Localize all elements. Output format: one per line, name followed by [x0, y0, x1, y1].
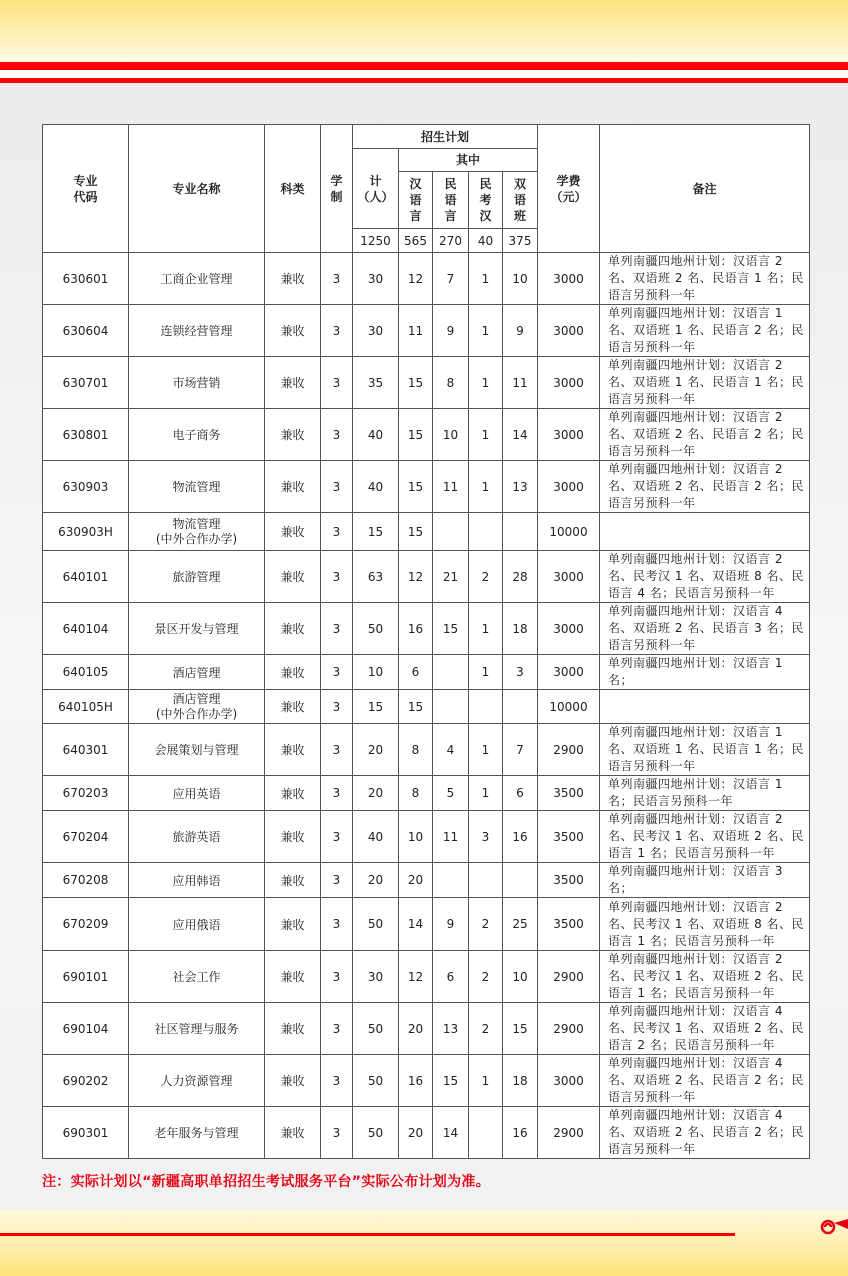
cell-dur: 3 [321, 1003, 353, 1055]
cell-dur: 3 [321, 305, 353, 357]
cell-min: 5 [433, 776, 469, 811]
top-decorative-band [0, 0, 848, 62]
cell-fee: 2900 [538, 724, 600, 776]
cell-name: 连锁经营管理 [129, 305, 265, 357]
top-red-stripe [0, 62, 848, 70]
cell-mkh [469, 863, 503, 898]
cell-note: 单列南疆四地州计划：汉语言 1 名； [600, 655, 810, 690]
cell-han: 16 [399, 1055, 433, 1107]
header-total: 计 （人） [353, 149, 399, 229]
cell-fee: 3000 [538, 357, 600, 409]
cell-mkh: 1 [469, 724, 503, 776]
table-row [43, 951, 810, 1003]
cell-bil: 28 [503, 551, 538, 603]
cell-total: 15 [353, 513, 399, 551]
mkh-sum: 40 [469, 229, 503, 253]
cell-dur: 3 [321, 655, 353, 690]
cell-dur: 3 [321, 724, 353, 776]
cell-cat: 兼收 [265, 690, 321, 724]
cell-note: 单列南疆四地州计划：汉语言 4 名、民考汉 1 名、双语班 2 名、民语言 2 名；民语言另预科一年 [600, 1003, 810, 1055]
cell-name: 会展策划与管理 [129, 724, 265, 776]
cell-code: 640101 [43, 551, 129, 603]
cell-cat: 兼收 [265, 1107, 321, 1159]
cell-bil: 14 [503, 409, 538, 461]
header-mkh: 民 考 汉 [469, 172, 503, 229]
cell-bil: 6 [503, 776, 538, 811]
cell-bil [503, 690, 538, 724]
table-row [43, 655, 810, 690]
cell-mkh: 2 [469, 551, 503, 603]
cell-bil: 10 [503, 253, 538, 305]
cell-han: 6 [399, 655, 433, 690]
cell-code: 630903H [43, 513, 129, 551]
footnote: 注：实际计划以“新疆高职单招招生考试服务平台”实际公布计划为准。 [42, 1174, 491, 1190]
cell-cat: 兼收 [265, 811, 321, 863]
cell-total: 30 [353, 305, 399, 357]
cell-fee: 10000 [538, 690, 600, 724]
cell-code: 630604 [43, 305, 129, 357]
table-row [43, 357, 810, 409]
table-row [43, 776, 810, 811]
cell-note: 单列南疆四地州计划：汉语言 2 名、民考汉 1 名、双语班 8 名、民语言 1 名；民语言另预科一年 [600, 898, 810, 951]
cell-min [433, 863, 469, 898]
cell-note [600, 513, 810, 551]
cell-code: 670209 [43, 898, 129, 951]
header-bil: 双 语 班 [503, 172, 538, 229]
cell-fee: 2900 [538, 1003, 600, 1055]
header-remark: 备注 [600, 125, 810, 253]
cell-min: 15 [433, 1055, 469, 1107]
cell-name: 旅游英语 [129, 811, 265, 863]
cell-bil: 15 [503, 1003, 538, 1055]
cell-bil: 7 [503, 724, 538, 776]
cell-note: 单列南疆四地州计划：汉语言 4 名、双语班 2 名、民语言 2 名；民语言另预科一年 [600, 1055, 810, 1107]
cell-bil: 16 [503, 1107, 538, 1159]
cell-note: 单列南疆四地州计划：汉语言 4 名、双语班 2 名、民语言 2 名；民语言另预科一年 [600, 1107, 810, 1159]
cell-code: 670204 [43, 811, 129, 863]
cell-total: 50 [353, 603, 399, 655]
cell-han: 15 [399, 357, 433, 409]
cell-code: 690104 [43, 1003, 129, 1055]
cell-bil: 13 [503, 461, 538, 513]
cell-total: 20 [353, 863, 399, 898]
cell-min: 8 [433, 357, 469, 409]
cell-total: 50 [353, 1107, 399, 1159]
cell-cat: 兼收 [265, 603, 321, 655]
cell-name: 社会工作 [129, 951, 265, 1003]
cell-note: 单列南疆四地州计划：汉语言 2 名、双语班 2 名、民语言 2 名；民语言另预科一年 [600, 409, 810, 461]
cell-han: 14 [399, 898, 433, 951]
cell-name: 市场营销 [129, 357, 265, 409]
cell-han: 10 [399, 811, 433, 863]
header-fee: 学费 （元） [538, 125, 600, 253]
cell-dur: 3 [321, 551, 353, 603]
cell-han: 8 [399, 776, 433, 811]
cell-mkh: 1 [469, 1055, 503, 1107]
cell-code: 640301 [43, 724, 129, 776]
cell-fee: 3500 [538, 863, 600, 898]
table-row [43, 513, 810, 551]
cell-cat: 兼收 [265, 776, 321, 811]
cell-mkh: 1 [469, 461, 503, 513]
cell-dur: 3 [321, 811, 353, 863]
cell-total: 20 [353, 776, 399, 811]
cell-fee: 3000 [538, 1055, 600, 1107]
cell-mkh: 1 [469, 776, 503, 811]
cell-mkh: 1 [469, 253, 503, 305]
cell-total: 20 [353, 724, 399, 776]
cell-mkh [469, 1107, 503, 1159]
cell-note: 单列南疆四地州计划：汉语言 2 名、双语班 2 名、民语言 2 名；民语言另预科一年 [600, 461, 810, 513]
cell-fee: 3500 [538, 898, 600, 951]
cell-cat: 兼收 [265, 305, 321, 357]
header-code: 专业 代码 [43, 125, 129, 253]
cell-mkh: 3 [469, 811, 503, 863]
cell-bil [503, 863, 538, 898]
cell-han: 8 [399, 724, 433, 776]
cell-min: 6 [433, 951, 469, 1003]
cell-min: 11 [433, 461, 469, 513]
cell-fee: 10000 [538, 513, 600, 551]
cell-min: 15 [433, 603, 469, 655]
cell-fee: 3500 [538, 811, 600, 863]
cell-bil [503, 513, 538, 551]
han-sum: 565 [399, 229, 433, 253]
cell-cat: 兼收 [265, 655, 321, 690]
header-han: 汉 语 言 [399, 172, 433, 229]
cell-total: 50 [353, 898, 399, 951]
cell-han: 20 [399, 1107, 433, 1159]
table-row [43, 898, 810, 951]
cell-total: 30 [353, 253, 399, 305]
cell-name: 社区管理与服务 [129, 1003, 265, 1055]
cell-cat: 兼收 [265, 863, 321, 898]
enrollment-plan-table [42, 124, 810, 1159]
cell-code: 670208 [43, 863, 129, 898]
header-category: 科类 [265, 125, 321, 253]
cell-total: 30 [353, 951, 399, 1003]
cell-note: 单列南疆四地州计划：汉语言 4 名、双语班 2 名、民语言 3 名；民语言另预科一年 [600, 603, 810, 655]
cell-mkh: 1 [469, 357, 503, 409]
cell-fee: 2900 [538, 1107, 600, 1159]
table-row [43, 305, 810, 357]
cell-code: 640105H [43, 690, 129, 724]
cell-note [600, 690, 810, 724]
table-row [43, 603, 810, 655]
cell-bil: 16 [503, 811, 538, 863]
table-row [43, 253, 810, 305]
cell-han: 15 [399, 461, 433, 513]
cell-name: 物流管理 (中外合作办学) [129, 513, 265, 551]
cell-code: 690202 [43, 1055, 129, 1107]
table-row [43, 863, 810, 898]
cell-mkh: 2 [469, 951, 503, 1003]
cell-name: 酒店管理 [129, 655, 265, 690]
cell-min: 10 [433, 409, 469, 461]
cell-fee: 3000 [538, 409, 600, 461]
bottom-decorative-band [0, 1210, 848, 1276]
stripe-gap [0, 70, 848, 78]
cell-min: 4 [433, 724, 469, 776]
cell-cat: 兼收 [265, 551, 321, 603]
cell-fee: 3000 [538, 551, 600, 603]
cell-min: 9 [433, 305, 469, 357]
cell-min: 11 [433, 811, 469, 863]
cell-dur: 3 [321, 357, 353, 409]
header-name: 专业名称 [129, 125, 265, 253]
min-sum: 270 [433, 229, 469, 253]
cell-han: 20 [399, 1003, 433, 1055]
cell-total: 50 [353, 1055, 399, 1107]
cell-cat: 兼收 [265, 357, 321, 409]
table-row [43, 551, 810, 603]
cell-name: 应用俄语 [129, 898, 265, 951]
header-duration: 学 制 [321, 125, 353, 253]
cell-dur: 3 [321, 898, 353, 951]
cell-code: 640105 [43, 655, 129, 690]
swirl-ornament-icon [818, 1215, 848, 1239]
cell-han: 16 [399, 603, 433, 655]
cell-bil: 9 [503, 305, 538, 357]
cell-han: 15 [399, 690, 433, 724]
cell-han: 20 [399, 863, 433, 898]
bil-sum: 375 [503, 229, 538, 253]
cell-note: 单列南疆四地州计划：汉语言 2 名、民考汉 1 名、双语班 8 名、民语言 4 名；民语言另预科一年 [600, 551, 810, 603]
cell-name: 应用韩语 [129, 863, 265, 898]
cell-min: 13 [433, 1003, 469, 1055]
table-row [43, 409, 810, 461]
cell-fee: 2900 [538, 951, 600, 1003]
table-row [43, 1055, 810, 1107]
cell-code: 630903 [43, 461, 129, 513]
header-of-which: 其中 [399, 149, 538, 172]
cell-note: 单列南疆四地州计划：汉语言 2 名、民考汉 1 名、双语班 2 名、民语言 1 名；民语言另预科一年 [600, 951, 810, 1003]
cell-total: 15 [353, 690, 399, 724]
cell-dur: 3 [321, 1055, 353, 1107]
cell-mkh: 1 [469, 409, 503, 461]
cell-cat: 兼收 [265, 724, 321, 776]
cell-cat: 兼收 [265, 253, 321, 305]
cell-note: 单列南疆四地州计划：汉语言 2 名、双语班 1 名、民语言 1 名；民语言另预科一年 [600, 357, 810, 409]
cell-han: 12 [399, 551, 433, 603]
cell-total: 63 [353, 551, 399, 603]
cell-code: 670203 [43, 776, 129, 811]
cell-cat: 兼收 [265, 513, 321, 551]
cell-name: 旅游管理 [129, 551, 265, 603]
cell-note: 单列南疆四地州计划：汉语言 1 名、双语班 1 名、民语言 1 名；民语言另预科一年 [600, 724, 810, 776]
cell-name: 酒店管理 (中外合作办学) [129, 690, 265, 724]
cell-name: 物流管理 [129, 461, 265, 513]
cell-dur: 3 [321, 461, 353, 513]
cell-min [433, 513, 469, 551]
cell-fee: 3500 [538, 776, 600, 811]
cell-fee: 3000 [538, 253, 600, 305]
cell-mkh: 1 [469, 603, 503, 655]
cell-cat: 兼收 [265, 409, 321, 461]
cell-code: 630601 [43, 253, 129, 305]
cell-dur: 3 [321, 513, 353, 551]
table-row [43, 1107, 810, 1159]
table-row [43, 811, 810, 863]
cell-note: 单列南疆四地州计划：汉语言 2 名、双语班 2 名、民语言 1 名；民语言另预科一年 [600, 253, 810, 305]
cell-bil: 18 [503, 603, 538, 655]
cell-min: 21 [433, 551, 469, 603]
cell-dur: 3 [321, 776, 353, 811]
cell-han: 12 [399, 951, 433, 1003]
table-row [43, 461, 810, 513]
cell-name: 工商企业管理 [129, 253, 265, 305]
cell-min: 14 [433, 1107, 469, 1159]
cell-bil: 18 [503, 1055, 538, 1107]
cell-mkh: 2 [469, 1003, 503, 1055]
cell-han: 12 [399, 253, 433, 305]
cell-bil: 25 [503, 898, 538, 951]
cell-note: 单列南疆四地州计划：汉语言 1 名、双语班 1 名、民语言 2 名；民语言另预科一年 [600, 305, 810, 357]
cell-dur: 3 [321, 409, 353, 461]
cell-note: 单列南疆四地州计划：汉语言 3 名； [600, 863, 810, 898]
table-row [43, 690, 810, 724]
cell-total: 40 [353, 811, 399, 863]
cell-han: 11 [399, 305, 433, 357]
cell-name: 应用英语 [129, 776, 265, 811]
header-min: 民 语 言 [433, 172, 469, 229]
cell-total: 40 [353, 409, 399, 461]
cell-code: 630801 [43, 409, 129, 461]
cell-mkh [469, 513, 503, 551]
cell-cat: 兼收 [265, 461, 321, 513]
cell-note: 单列南疆四地州计划：汉语言 2 名、民考汉 1 名、双语班 2 名、民语言 1 名；民语言另预科一年 [600, 811, 810, 863]
cell-bil: 11 [503, 357, 538, 409]
cell-mkh: 2 [469, 898, 503, 951]
cell-mkh [469, 690, 503, 724]
cell-name: 景区开发与管理 [129, 603, 265, 655]
cell-mkh: 1 [469, 305, 503, 357]
cell-total: 35 [353, 357, 399, 409]
cell-total: 40 [353, 461, 399, 513]
cell-fee: 3000 [538, 305, 600, 357]
cell-cat: 兼收 [265, 898, 321, 951]
cell-dur: 3 [321, 253, 353, 305]
cell-cat: 兼收 [265, 951, 321, 1003]
cell-fee: 3000 [538, 603, 600, 655]
cell-code: 630701 [43, 357, 129, 409]
cell-fee: 3000 [538, 461, 600, 513]
cell-mkh: 1 [469, 655, 503, 690]
bottom-red-line [0, 1233, 735, 1236]
cell-code: 640104 [43, 603, 129, 655]
cell-han: 15 [399, 409, 433, 461]
cell-min [433, 655, 469, 690]
cell-han: 15 [399, 513, 433, 551]
header-plan: 招生计划 [353, 125, 538, 149]
cell-cat: 兼收 [265, 1055, 321, 1107]
cell-dur: 3 [321, 863, 353, 898]
cell-cat: 兼收 [265, 1003, 321, 1055]
cell-bil: 10 [503, 951, 538, 1003]
cell-total: 50 [353, 1003, 399, 1055]
cell-bil: 3 [503, 655, 538, 690]
cell-dur: 3 [321, 603, 353, 655]
cell-dur: 3 [321, 1107, 353, 1159]
cell-name: 人力资源管理 [129, 1055, 265, 1107]
cell-min: 9 [433, 898, 469, 951]
cell-note: 单列南疆四地州计划：汉语言 1 名；民语言另预科一年 [600, 776, 810, 811]
cell-dur: 3 [321, 951, 353, 1003]
cell-min: 7 [433, 253, 469, 305]
cell-code: 690301 [43, 1107, 129, 1159]
cell-fee: 3000 [538, 655, 600, 690]
cell-dur: 3 [321, 690, 353, 724]
total-sum: 1250 [353, 229, 399, 253]
cell-total: 10 [353, 655, 399, 690]
cell-code: 690101 [43, 951, 129, 1003]
cell-min [433, 690, 469, 724]
table-row [43, 1003, 810, 1055]
table-row [43, 724, 810, 776]
cell-name: 老年服务与管理 [129, 1107, 265, 1159]
cell-name: 电子商务 [129, 409, 265, 461]
